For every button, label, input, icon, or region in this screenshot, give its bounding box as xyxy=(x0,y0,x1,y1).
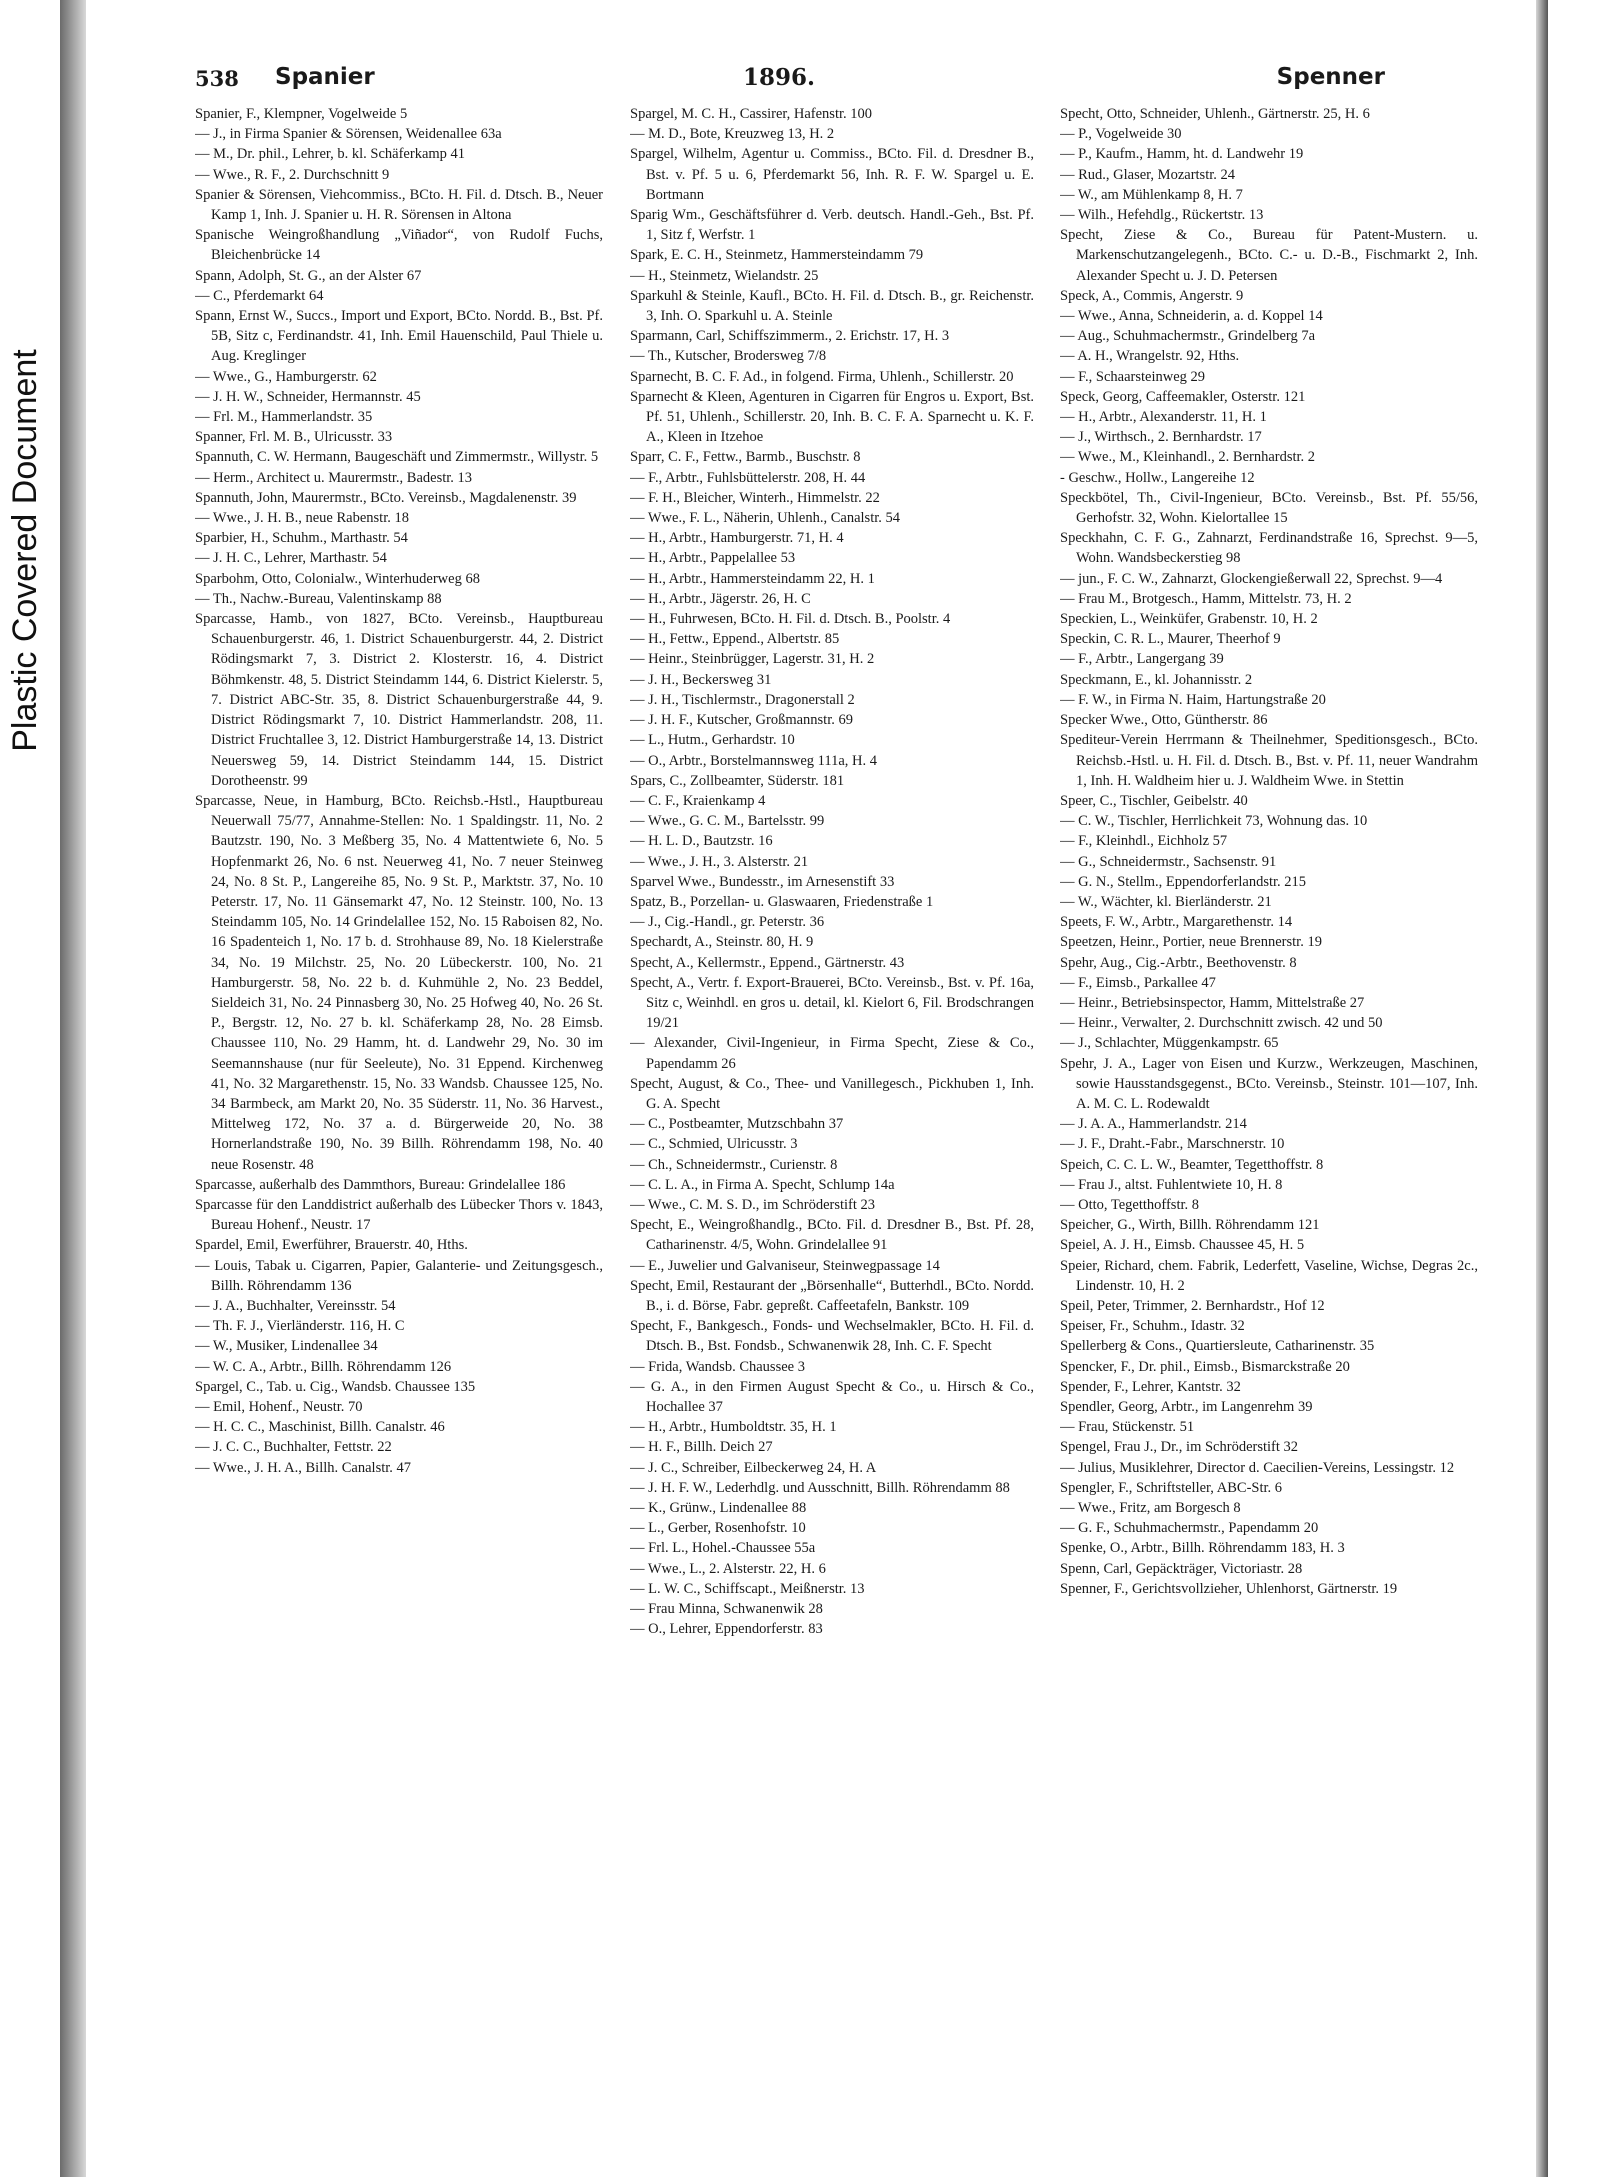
directory-entry: — H., Steinmetz, Wielandstr. 25 xyxy=(630,267,819,284)
directory-entry: — Wwe., L., 2. Alsterstr. 22, H. 6 xyxy=(630,1560,826,1577)
directory-entry: — H. C. C., Maschinist, Billh. Canalstr. 46 xyxy=(195,1419,445,1436)
directory-entry: Spengel, Frau J., Dr., im Schröderstift 32 xyxy=(1060,1439,1299,1456)
directory-entry: — Frau M., Brotgesch., Hamm, Mittelstr. 73, H. 2 xyxy=(1060,590,1352,607)
directory-entry: — C., Postbeamter, Mutzschbahn 37 xyxy=(630,1116,844,1133)
directory-entry: — Emil, Hohenf., Neustr. 70 xyxy=(195,1399,363,1415)
directory-entry: — F. W., in Firma N. Haim, Hartungstraße 20 xyxy=(1060,691,1326,708)
directory-entry: Sparbohm, Otto, Colonialw., Winterhuderweg 68 xyxy=(195,570,480,587)
directory-entry: Spengler, F., Schriftsteller, ABC-Str. 6 xyxy=(1060,1479,1283,1496)
directory-entry: — A. H., Wrangelstr. 92, Hths. xyxy=(1060,348,1240,365)
directory-entry: — Frau, Stückenstr. 51 xyxy=(1060,1419,1195,1436)
directory-entry: Spehr, Aug., Cig.-Arbtr., Beethovenstr. 8 xyxy=(1060,954,1297,971)
directory-entry: Sparvel Wwe., Bundesstr., im Arnesenstift 33 xyxy=(630,873,895,890)
directory-entry: — H., Arbtr., Jägerstr. 26, H. C xyxy=(630,590,811,607)
directory-column-1 xyxy=(195,104,603,2104)
directory-entry: — Aug., Schuhmachermstr., Grindelberg 7a xyxy=(1060,328,1316,345)
directory-entry: — G., Schneidermstr., Sachsenstr. 91 xyxy=(1060,853,1277,870)
directory-entry: — J. H., Tischlermstr., Dragonerstall 2 xyxy=(630,691,855,708)
directory-entry: Specht, Ziese & Co., Bureau für Patent-Mustern. u. Markenschutzangelegenh., BCto. C.- u. D.-B., Fischmarkt 2, Inh. Alexander Specht u. J. D. Petersen xyxy=(1060,227,1478,284)
directory-entry: — Wwe., J. H., 3. Alsterstr. 21 xyxy=(630,853,809,870)
directory-entry: Spanische Weingroßhandlung „Viñador“, von Rudolf Fuchs, Bleichenbrücke 14 xyxy=(195,227,603,264)
page-number: 538 xyxy=(195,66,239,91)
directory-entry: Speier, Richard, chem. Fabrik, Lederfett, Vaseline, Wichse, Degras 2c., Lindenstr. 10, H. 2 xyxy=(1060,1257,1478,1294)
directory-entry: — J. H., Beckersweg 31 xyxy=(630,671,772,688)
directory-entry: — F., Kleinhdl., Eichholz 57 xyxy=(1060,833,1228,850)
directory-entry: — F., Schaarsteinweg 29 xyxy=(1060,368,1206,385)
directory-entry: Speck, A., Commis, Angerstr. 9 xyxy=(1060,287,1244,304)
directory-entry: Spenke, O., Arbtr., Billh. Röhrendamm 183, H. 3 xyxy=(1060,1540,1345,1557)
directory-entry: — J. H. F. W., Lederhdlg. und Ausschnitt, Billh. Röhrendamm 88 xyxy=(630,1479,1010,1496)
directory-entry: Speil, Peter, Trimmer, 2. Bernhardstr., Hof 12 xyxy=(1060,1297,1325,1314)
directory-entry: — Wwe., M., Kleinhandl., 2. Bernhardstr. 2 xyxy=(1060,449,1316,466)
directory-entry: Sparcasse für den Landdistrict außerhalb des Lübecker Thors v. 1843, Bureau Hohenf., Neustr. 17 xyxy=(195,1196,603,1234)
directory-entry: — J. A., Buchhalter, Vereinsstr. 54 xyxy=(195,1297,396,1314)
directory-entry: — G. A., in den Firmen August Specht & Co., u. Hirsch & Co., Hochallee 37 xyxy=(630,1378,1034,1415)
directory-entry: Sparbier, H., Schuhm., Marthastr. 54 xyxy=(195,530,408,547)
directory-entry: — P., Kaufm., Hamm, ht. d. Landwehr 19 xyxy=(1060,146,1304,163)
directory-entry: — Heinr., Steinbrügger, Lagerstr. 31, H. 2 xyxy=(630,651,875,668)
directory-entry: — H. L. D., Bautzstr. 16 xyxy=(630,833,773,850)
directory-entry: Speich, C. C. L. W., Beamter, Tegetthoffstr. 8 xyxy=(1060,1156,1324,1173)
directory-entry: Speiser, Fr., Schuhm., Idastr. 32 xyxy=(1060,1318,1245,1335)
directory-entry: — Heinr., Betriebsinspector, Hamm, Mittelstraße 27 xyxy=(1060,994,1365,1011)
directory-entry: Spatz, B., Porzellan- u. Glaswaaren, Friedenstraße 1 xyxy=(630,893,934,910)
directory-entry: — M., Dr. phil., Lehrer, b. kl. Schäferkamp 41 xyxy=(195,146,466,163)
directory-entry: — H., Arbtr., Humboldtstr. 35, H. 1 xyxy=(630,1419,837,1436)
directory-column-2 xyxy=(630,104,1034,2104)
directory-entry: — F. H., Bleicher, Winterh., Himmelstr. 22 xyxy=(630,489,880,506)
directory-entry: — J., Schlachter, Müggenkampstr. 65 xyxy=(1060,1035,1279,1052)
page-header xyxy=(195,60,1385,100)
directory-entry: — L., Gerber, Rosenhofstr. 10 xyxy=(630,1520,806,1537)
directory-entry: Speiel, A. J. H., Eimsb. Chaussee 45, H. 5 xyxy=(1060,1237,1305,1254)
directory-entry: Specker Wwe., Otto, Güntherstr. 86 xyxy=(1060,712,1268,729)
directory-entry: Spendler, Georg, Arbtr., im Langenrehm 39 xyxy=(1060,1399,1313,1415)
directory-entry: — Wilh., Hefehdlg., Rückertstr. 13 xyxy=(1060,207,1264,224)
directory-entry: Spender, F., Lehrer, Kantstr. 32 xyxy=(1060,1378,1241,1395)
directory-entry: Spenn, Carl, Gepäckträger, Victoriastr. 28 xyxy=(1060,1560,1303,1577)
directory-entry: — Frida, Wandsb. Chaussee 3 xyxy=(630,1358,805,1375)
directory-entry: Sparcasse, Neue, in Hamburg, BCto. Reichsb.-Hstl., Hauptbureau Neuerwall 75/77, Annahme-Stellen: No. 1 Spaldingstr. 11, No. 2 Bautzstr. 190, No. 3 Meßberg 35, No. 4 Mattentwiete 6, No. 5 Hopfenmarkt 26, No. 6 nst. Neuerweg 41, No. 7 neuer Steinweg 24, No. 8 St. P., Langereihe 85, No. 9 St. P., Marktstr. 37, No. 10 Peterstr. 17, No. 11 Gänsemarkt 47, No. 12 Steinstr. 100, No. 13 Steindamm 105, No. 14 Grindelallee 152, No. 15 Raboisen 82, No. 16 Spadenteich 1, No. 17 b. d. Strohhause 89, No. 18 Kielerstraße 34, No. 19 Milchstr. 25, No. 20 Lübeckerstr. 100, No. 21 Hamburgerstr. 58, No. 22 b. d. Kuhmühle 2, No. 23 Beddel, Sieldeich 31, No. 24 Pinnasberg 30, No. 25 Hofweg 40, No. 26 St. P., Bergstr. 12, No. 27 b. kl. Schäferkamp 28, No. 28 Eimsb. Chaussee 110, No. 29 Hamm, ht. d. Landwehr 29, No. 30 im Seemannshause (nur für Seeleute), No. 31 Eppend. Kirchenweg 41, No. 32 Margarethenstr. 15, No. 33 Wandsb. Chaussee 125, No. 34 Barmbeck, am Markt 20, No. 35 Süderstr. 11, No. 36 Harvest., Mittelweg 172, No. 37 a. d. Bürgerweide 20, No. 38 Hornerlandstraße 190, No. 39 Billh. Röhrendamm 198, No. 40 neue Rosenstr. 48 xyxy=(195,792,603,1173)
directory-entry: — K., Grünw., Lindenallee 88 xyxy=(630,1500,807,1517)
directory-entry: — O., Arbtr., Borstelmannsweg 111a, H. 4 xyxy=(630,752,878,769)
directory-entry: Speetzen, Heinr., Portier, neue Brennerstr. 19 xyxy=(1060,934,1322,951)
directory-entry: — Wwe., J. H. A., Billh. Canalstr. 47 xyxy=(195,1459,412,1476)
directory-entry: Specht, F., Bankgesch., Fonds- und Wechselmakler, BCto. H. Fil. d. Dtsch. B., Bst. Fondsb., Schwanenwik 28, Inh. C. F. Specht xyxy=(630,1318,1034,1355)
directory-entry: — W., Wächter, kl. Bierländerstr. 21 xyxy=(1060,893,1272,910)
directory-entry: — H., Arbtr., Pappelallee 53 xyxy=(630,550,796,567)
binding-gutter xyxy=(60,0,86,2177)
directory-entry: — F., Eimsb., Parkallee 47 xyxy=(1060,974,1216,991)
directory-entry: Sparmann, Carl, Schiffszimmerm., 2. Erichstr. 17, H. 3 xyxy=(630,328,950,345)
directory-entry: Specht, A., Vertr. f. Export-Brauerei, BCto. Vereinsb., Bst. v. Pf. 16a, Sitz c, Weinhdl. en gros u. detail, kl. Kielort 6, Fil. Brodschrangen 19/21 xyxy=(630,974,1034,1032)
directory-entry: — C. W., Tischler, Herrlichkeit 73, Wohnung das. 10 xyxy=(1060,813,1368,830)
directory-entry: — P., Vogelweide 30 xyxy=(1060,126,1182,143)
directory-entry: Speckmann, E., kl. Johannisstr. 2 xyxy=(1060,671,1253,688)
directory-entry: — W., am Mühlenkamp 8, H. 7 xyxy=(1060,186,1243,203)
plastic-covered-label: Plastic Covered Document xyxy=(5,348,44,752)
directory-entry: Spenner, F., Gerichtsvollzieher, Uhlenhorst, Gärtnerstr. 19 xyxy=(1060,1580,1398,1597)
directory-entry: — C. F., Kraienkamp 4 xyxy=(630,792,766,809)
directory-entry: — H., Arbtr., Hammersteindamm 22, H. 1 xyxy=(630,570,875,587)
directory-entry: — Otto, Tegetthoffstr. 8 xyxy=(1060,1196,1200,1213)
directory-entry: — H., Arbtr., Alexanderstr. 11, H. 1 xyxy=(1060,409,1267,426)
directory-entry: Sparkuhl & Steinle, Kaufl., BCto. H. Fil. d. Dtsch. B., gr. Reichenstr. 3, Inh. O. Sparkuhl u. A. Steinle xyxy=(630,287,1034,325)
directory-entry: — H., Fettw., Eppend., Albertstr. 85 xyxy=(630,631,840,648)
directory-entry: — C., Pferdemarkt 64 xyxy=(195,287,324,304)
directory-entry: — Ch., Schneidermstr., Curienstr. 8 xyxy=(630,1156,838,1173)
directory-entry: — Julius, Musiklehrer, Director d. Caecilien-Vereins, Lessingstr. 12 xyxy=(1060,1459,1455,1476)
directory-entry: Speckhahn, C. F. G., Zahnarzt, Ferdinandstraße 16, Sprechst. 9—5, Wohn. Wandsbeckerstieg 98 xyxy=(1060,530,1478,567)
directory-entry: — J., in Firma Spanier & Sörensen, Weidenallee 63a xyxy=(195,126,502,143)
directory-entry: — O., Lehrer, Eppendorferstr. 83 xyxy=(630,1621,823,1638)
directory-entry: — J., Cig.-Handl., gr. Peterstr. 36 xyxy=(630,914,825,931)
directory-entry: — G. F., Schuhmachermstr., Papendamm 20 xyxy=(1060,1520,1319,1537)
directory-entry: — J. H. C., Lehrer, Marthastr. 54 xyxy=(195,550,387,567)
directory-entry: — Alexander, Civil-Ingenieur, in Firma Specht, Ziese & Co., Papendamm 26 xyxy=(630,1035,1034,1072)
directory-entry: — Louis, Tabak u. Cigarren, Papier, Galanterie- und Zeitungsgesch., Billh. Röhrendamm 136 xyxy=(195,1257,603,1294)
directory-entry: — L., Hutm., Gerhardstr. 10 xyxy=(630,732,795,749)
directory-entry: — C., Schmied, Ulricusstr. 3 xyxy=(630,1136,798,1153)
directory-entry: — Rud., Glaser, Mozartstr. 24 xyxy=(1060,166,1236,183)
directory-entry: — Th., Nachw.-Bureau, Valentinskamp 88 xyxy=(195,590,442,607)
directory-entry: — Th., Kutscher, Brodersweg 7/8 xyxy=(630,348,827,365)
right-running-head: Spenner xyxy=(1276,64,1385,90)
directory-entry: — Wwe., G., Hamburgerstr. 62 xyxy=(195,368,377,385)
directory-entry: Sparcasse, Hamb., von 1827, BCto. Vereinsb., Hauptbureau Schauenburgerstr. 46, 1. District Schauenburgerstr. 44, 2. District Rödingsmarkt 7, 3. District 2. Klosterstr. 16, 4. District Böhmkenstr. 48, 5. District Steindamm 144, 6. District Kielerstr. 5, 7. District ABC-Str. 35, 8. District Schauenburgerstraße 44, 9. District Rödingsmarkt 7, 10. District Hammerlandstr. 208, 11. District Fruchtallee 3, 12. District Hamburgerstraße 14, 13. District Neuersweg 59, 14. District Steindamm 144, 15. District Dorotheenstr. 99 xyxy=(195,611,603,789)
directory-entry: Speets, F. W., Arbtr., Margarethenstr. 14 xyxy=(1060,914,1293,931)
directory-entry: Specht, Otto, Schneider, Uhlenh., Gärtnerstr. 25, H. 6 xyxy=(1060,106,1370,122)
directory-entry: — Th. F. J., Vierländerstr. 116, H. C xyxy=(195,1318,405,1335)
directory-entry: — J. A. A., Hammerlandstr. 214 xyxy=(1060,1116,1247,1133)
directory-entry: — H., Fuhrwesen, BCto. H. Fil. d. Dtsch. B., Poolstr. 4 xyxy=(630,611,951,628)
directory-entry: Specht, Emil, Restaurant der „Börsenhalle“, Butterhdl., BCto. Nordd. B., i. d. Börse, Fabr. gepreßt. Caffeetafeln, Bankstr. 109 xyxy=(630,1277,1034,1314)
directory-entry: Speckin, C. R. L., Maurer, Theerhof 9 xyxy=(1060,631,1281,648)
directory-entry: Spanier & Sörensen, Viehcommiss., BCto. H. Fil. d. Dtsch. B., Neuer Kamp 1, Inh. J. Spanier u. H. R. Sörensen in Altona xyxy=(195,186,603,224)
directory-entry: — J. H. W., Schneider, Hermannstr. 45 xyxy=(195,388,421,405)
directory-entry: Spann, Ernst W., Succs., Import und Export, BCto. Nordd. B., Bst. Pf. 5B, Sitz c, Ferdinandstr. 41, Inh. Emil Hauenschild, Paul Thiele u. Aug. Kreglinger xyxy=(195,308,603,365)
directory-entry: Spann, Adolph, St. G., an der Alster 67 xyxy=(195,267,422,284)
page-edge xyxy=(1536,0,1548,2177)
directory-entry: Speck, Georg, Caffeemakler, Osterstr. 121 xyxy=(1060,388,1306,405)
directory-entry: — F., Arbtr., Fuhlsbüttelerstr. 208, H. 44 xyxy=(630,469,866,486)
directory-entry: Spark, E. C. H., Steinmetz, Hammersteindamm 79 xyxy=(630,247,924,264)
directory-entry: Spencker, F., Dr. phil., Eimsb., Bismarckstraße 20 xyxy=(1060,1358,1350,1375)
directory-entry: — Wwe., G. C. M., Bartelsstr. 99 xyxy=(630,813,825,830)
directory-entry: — L. W. C., Schiffscapt., Meißnerstr. 13 xyxy=(630,1580,865,1597)
directory-entry: Spargel, C., Tab. u. Cig., Wandsb. Chaussee 135 xyxy=(195,1378,476,1395)
directory-entry: — Wwe., R. F., 2. Durchschnitt 9 xyxy=(195,166,390,183)
directory-entry: Sparig Wm., Geschäftsführer d. Verb. deutsch. Handl.-Geh., Bst. Pf. 1, Sitz f, Werfstr. 1 xyxy=(630,207,1034,244)
directory-entry: — Frl. M., Hammerlandstr. 35 xyxy=(195,409,373,426)
directory-entry: — Herm., Architect u. Maurermstr., Badestr. 13 xyxy=(195,469,473,486)
directory-entry: — M. D., Bote, Kreuzweg 13, H. 2 xyxy=(630,126,835,143)
directory-entry: Speer, C., Tischler, Geibelstr. 40 xyxy=(1060,792,1248,809)
directory-entry: Spediteur-Verein Herrmann & Theilnehmer, Speditionsgesch., BCto. Reichsb.-Hstl. u. H. Fil. d. Dtsch. B., Bst. v. Pf. 11, neuer Wandrahm 1, Inh. H. Waldheim hier u. J. Waldheim Wwe. in Stettin xyxy=(1060,732,1478,789)
directory-entry: — Heinr., Verwalter, 2. Durchschnitt zwisch. 42 und 50 xyxy=(1060,1015,1383,1032)
directory-entry: — Frau J., altst. Fuhlentwiete 10, H. 8 xyxy=(1060,1176,1283,1193)
directory-entry: Spannuth, C. W. Hermann, Baugeschäft und Zimmermstr., Willystr. 5 xyxy=(195,449,599,466)
directory-entry: — G. N., Stellm., Eppendorferlandstr. 215 xyxy=(1060,873,1307,890)
directory-entry: Sparr, C. F., Fettw., Barmb., Buschstr. 8 xyxy=(630,449,861,466)
year-heading: 1896. xyxy=(743,64,816,91)
directory-entry: Speckbötel, Th., Civil-Ingenieur, BCto. Vereinsb., Bst. Pf. 55/56, Gerhofstr. 32, Wohn. Kielortallee 15 xyxy=(1060,489,1478,527)
directory-column-3 xyxy=(1060,104,1478,2104)
directory-entry: Sparnecht & Kleen, Agenturen in Cigarren für Engros u. Export, Bst. Pf. 51, Uhlenh., Schillerstr. 20, Inh. B. C. F. A. Sparnecht u. K. F. A., Kleen in Itzehoe xyxy=(630,388,1034,446)
directory-entry: — Frau Minna, Schwanenwik 28 xyxy=(630,1601,823,1618)
directory-entry: Spars, C., Zollbeamter, Süderstr. 181 xyxy=(630,772,845,789)
directory-entry: Spargel, M. C. H., Cassirer, Hafenstr. 100 xyxy=(630,106,872,122)
directory-entry: - Geschw., Hollw., Langereihe 12 xyxy=(1060,469,1255,486)
directory-entry: — jun., F. C. W., Zahnarzt, Glockengießerwall 22, Sprechst. 9—4 xyxy=(1060,570,1443,587)
directory-entry: — J. F., Draht.-Fabr., Marschnerstr. 10 xyxy=(1060,1136,1285,1153)
left-running-head: Spanier xyxy=(275,64,375,90)
directory-entry: — J. C. C., Buchhalter, Fettstr. 22 xyxy=(195,1439,392,1456)
directory-entry: — J., Wirthsch., 2. Bernhardstr. 17 xyxy=(1060,429,1262,446)
directory-entry: — Frl. L., Hohel.-Chaussee 55a xyxy=(630,1540,816,1557)
directory-entry: Specht, August, & Co., Thee- und Vanillegesch., Pickhuben 1, Inh. G. A. Specht xyxy=(630,1075,1034,1112)
directory-entry: Specht, E., Weingroßhandlg., BCto. Fil. d. Dresdner B., Bst. Pf. 28, Catharinenstr. 4/5, Wohn. Grindelallee 91 xyxy=(630,1217,1034,1254)
directory-entry: Spargel, Wilhelm, Agentur u. Commiss., BCto. Fil. d. Dresdner B., Bst. v. Pf. 5 u. 6, Pferdemarkt 56, Inh. R. F. W. Spargel u. E. Bortmann xyxy=(630,146,1034,203)
directory-entry: — C. L. A., in Firma A. Specht, Schlump 14a xyxy=(630,1176,895,1193)
directory-entry: Spellerberg & Cons., Quartiersleute, Catharinenstr. 35 xyxy=(1060,1338,1375,1355)
directory-entry: Sparnecht, B. C. F. Ad., in folgend. Firma, Uhlenh., Schillerstr. 20 xyxy=(630,368,1014,385)
directory-entry: — Wwe., F. L., Näherin, Uhlenh., Canalstr. 54 xyxy=(630,510,900,527)
directory-entry: — E., Juwelier und Galvaniseur, Steinwegpassage 14 xyxy=(630,1257,940,1274)
directory-entry: Spehr, J. A., Lager von Eisen und Kurzw., Werkzeugen, Maschinen, sowie Hausstandsgegenst., BCto. Vereinsb., Steinstr. 101—107, Inh. A. M. C. L. Rodewaldt xyxy=(1060,1055,1478,1112)
directory-entry: Sparcasse, außerhalb des Dammthors, Bureau: Grindelallee 186 xyxy=(195,1176,566,1193)
directory-entry: — W., Musiker, Lindenallee 34 xyxy=(195,1338,378,1355)
directory-entry: — H. F., Billh. Deich 27 xyxy=(630,1439,773,1456)
directory-entry: Spardel, Emil, Ewerführer, Brauerstr. 40, Hths. xyxy=(195,1237,468,1254)
directory-entry: Speckien, L., Weinküfer, Grabenstr. 10, H. 2 xyxy=(1060,611,1318,628)
directory-entry: Spannuth, John, Maurermstr., BCto. Vereinsb., Magdalenenstr. 39 xyxy=(195,489,577,506)
directory-entry: Specht, A., Kellermstr., Eppend., Gärtnerstr. 43 xyxy=(630,954,905,971)
directory-entry: Spanier, F., Klempner, Vogelweide 5 xyxy=(195,106,408,122)
directory-entry: — F., Arbtr., Langergang 39 xyxy=(1060,651,1224,668)
directory-entry: Speicher, G., Wirth, Billh. Röhrendamm 121 xyxy=(1060,1217,1320,1234)
directory-entry: — H., Arbtr., Hamburgerstr. 71, H. 4 xyxy=(630,530,844,547)
directory-entry: — Wwe., Anna, Schneiderin, a. d. Koppel 14 xyxy=(1060,308,1323,325)
directory-entry: Spechardt, A., Steinstr. 80, H. 9 xyxy=(630,934,814,951)
directory-entry: — J. C., Schreiber, Eilbeckerweg 24, H. A xyxy=(630,1459,877,1476)
directory-entry: — Wwe., C. M. S. D., im Schröderstift 23 xyxy=(630,1196,876,1213)
directory-entry: Spanner, Frl. M. B., Ulricusstr. 33 xyxy=(195,429,393,446)
directory-entry: — Wwe., J. H. B., neue Rabenstr. 18 xyxy=(195,510,409,527)
directory-entry: — Wwe., Fritz, am Borgesch 8 xyxy=(1060,1500,1241,1517)
directory-entry: — W. C. A., Arbtr., Billh. Röhrendamm 126 xyxy=(195,1358,452,1375)
directory-entry: — J. H. F., Kutscher, Großmannstr. 69 xyxy=(630,712,853,729)
